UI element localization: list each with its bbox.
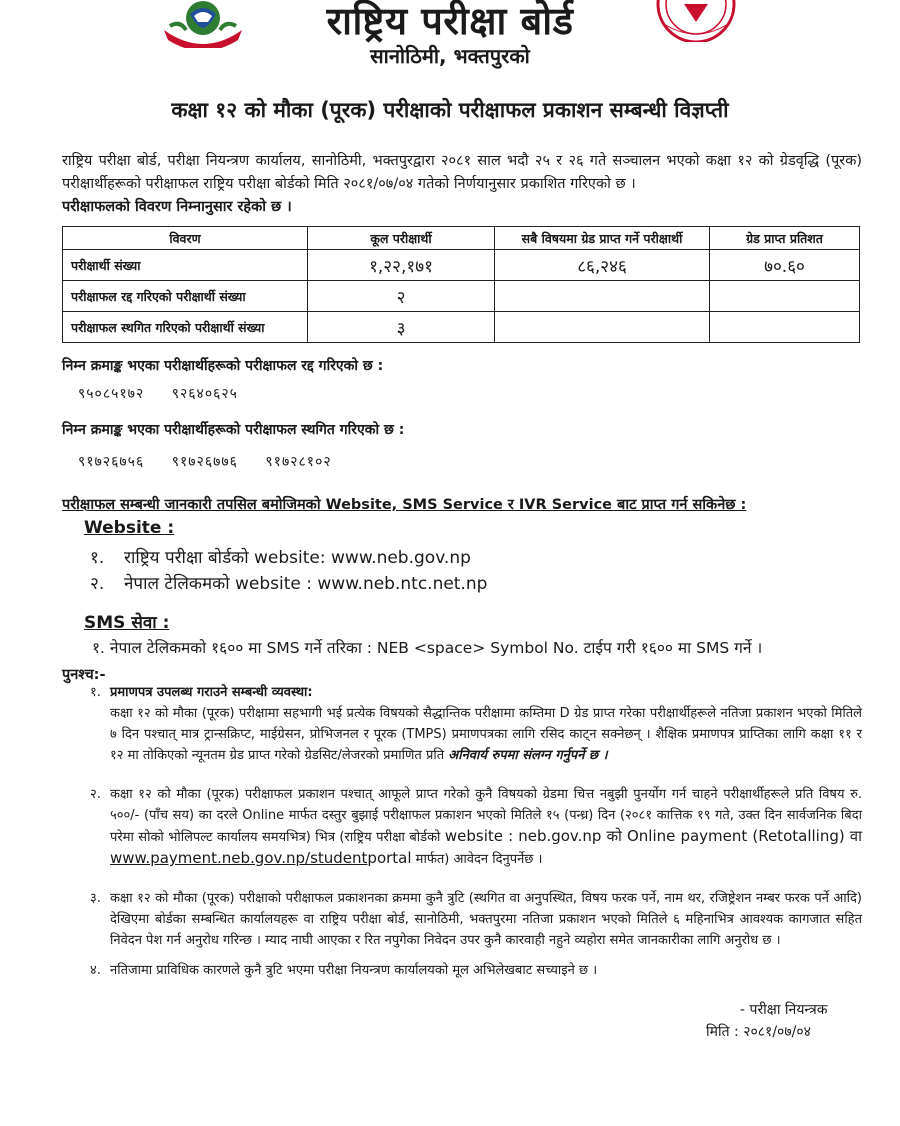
note-text: कक्षा १२ को मौका (पूरक) परीक्षाफल प्रकाशन पश्चात् आफूले प्राप्त गरेको कुनै विषयको ग्रेडमा चित्त नबुझी पुनर्योग गर्न चाहने परीक्षार्थीहरूले प्रति विषय रु. ५००/- (पाँच सय) का दरले Online मार्फत दस्तुर बुझाई परीक्षाफल प्रकाशन भएको मितिले १५ (पन्ध्र) दिन (२०८१ कात्तिक १९ गते, उक्त दिन सार्वजनिक बिदा परेमा सोको भोलिपल्ट कार्यालय समयभित्र) भित्र (राष्ट्रिय परीक्षा बोर्डको	[110, 787, 862, 845]
cancelled-heading: निम्न क्रमाङ्क भएका परीक्षार्थीहरूको परीक्षाफल रद्द गरिएको छ :	[62, 358, 384, 374]
note-tail: मार्फत) आवेदन दिनुपर्नेछ ।	[415, 852, 543, 867]
notice-date: मिति : २०८१/०७/०४	[706, 1024, 811, 1040]
intro-strong-text: परीक्षाफलको विवरण निम्नानुसार रहेको छ ।	[62, 199, 292, 215]
website-item	[90, 571, 487, 594]
signer-title: - परीक्षा नियन्त्रक	[740, 1002, 828, 1018]
note-number: १.	[90, 685, 101, 700]
table-cell: परीक्षाफल रद्द गरिएको परीक्षार्थी संख्या	[63, 281, 308, 312]
cancelled-symbols	[78, 384, 260, 403]
table-row	[63, 312, 860, 343]
note-web-text: website : neb.gov.np को Online payment (Retotalling) वा	[444, 827, 863, 845]
table-cell	[495, 281, 710, 312]
payment-portal-link[interactable]: www.payment.neb.gov.np/student	[110, 849, 368, 867]
table-cell	[710, 312, 860, 343]
intro-text: राष्ट्रिय परीक्षा बोर्ड, परीक्षा नियन्त्रण कार्यालय, सानोठिमी, भक्तपुरद्वारा २०८१ साल भदौ २५ र २६ गते सञ्चालन भएको कक्षा १२ को ग्रेडवृद्धि (पूरक) परीक्षार्थीहरूको परीक्षाफल राष्ट्रिय परीक्षा बोर्डको मिति २०८१/०७/०४ गतेको निर्णयानुसार प्रकाशित गरिएको छ ।	[62, 153, 862, 192]
symbol-number: ९१७२६७७६	[171, 454, 238, 470]
website-text: नेपाल टेलिकमको website : www.neb.ntc.net.np	[124, 574, 488, 594]
note-number: ३.	[90, 891, 101, 906]
postscript-note-2	[92, 784, 862, 870]
sms-label: SMS सेवा :	[84, 613, 170, 633]
note-text: नतिजामा प्राविधिक कारणले कुनै त्रुटि भएमा परीक्षा नियन्त्रण कार्यालयको मूल अभिलेखबाट सच्याइने छ ।	[110, 963, 598, 978]
organization-location: सानोठिमी, भक्तपुरको	[370, 44, 530, 68]
info-heading: परीक्षाफल सम्बन्धी जानकारी तपसिल बमोजिमको Website, SMS Service र IVR Service बाट प्राप्त गर्न सकिनेछ :	[62, 497, 747, 513]
table-row	[63, 281, 860, 312]
results-table	[62, 226, 860, 343]
note-number: ४.	[90, 963, 101, 978]
website-item	[90, 545, 471, 568]
table-cell	[495, 312, 710, 343]
table-cell: ८६,२४६	[495, 250, 710, 281]
table-cell: ७०.६०	[710, 250, 860, 281]
note-text: कक्षा १२ को मौका (पूरक) परीक्षामा सहभागी भई प्रत्येक विषयको सैद्धान्तिक परीक्षामा कम्तिमा D ग्रेड प्राप्त गरेका परीक्षार्थीहरूले नतिजा प्रकाशन भएको मितिले ७ दिन पश्चात् मात्र ट्रान्सक्रिप्ट, माईग्रेसन, प्रोभिजनल र पूरक (TMPS) प्रमाणपत्रका लागि रसिद काट्न सक्नेछन् । शैक्षिक प्रमाणपत्र प्राप्तिका लागि कक्षा ११ र १२ मा तोकिएको न्यूनतम ग्रेड प्राप्त गरेको ग्रेडसिट/लेजरको प्रमाणित प्रति	[110, 706, 862, 763]
table-header-cell: विवरण	[63, 227, 308, 250]
symbol-number: ९१७२६७५६	[78, 454, 145, 470]
withheld-symbols	[78, 452, 354, 471]
note-number: २.	[90, 787, 101, 802]
table-row	[63, 250, 860, 281]
organization-name: राष्ट्रिय परीक्षा बोर्ड	[326, 0, 574, 43]
table-cell: परीक्षाफल स्थगित गरिएको परीक्षार्थी संख्या	[63, 312, 308, 343]
note-heading: प्रमाणपत्र उपलब्ध गराउने सम्बन्धी व्यवस्था:	[110, 685, 313, 700]
website-text: राष्ट्रिय परीक्षा बोर्डको website: www.neb.gov.np	[124, 548, 471, 568]
link-tail: portal	[367, 849, 412, 867]
list-number: १.	[90, 548, 105, 568]
table-cell: १,२२,१७१	[308, 250, 495, 281]
note-text: कक्षा १२ को मौका (पूरक) परीक्षाको परीक्षाफल प्रकाशनका क्रममा कुनै त्रुटि (स्थगित वा अनुपस्थित, विषय फरक पर्ने, नाम थर, रजिष्ट्रेशन नम्बर फरक पर्ने आदि) देखिएमा बोर्डका सम्बन्धित कार्यालयहरू वा राष्ट्रिय परीक्षा बोर्ड, सानोठिमी, भक्तपुरमा नतिजा प्रकाशन भएको मितिले ६ महिनाभित्र आवश्यक कागजात सहित निवेदन पेश गर्न अनुरोध गरिन्छ । म्याद नाघी आएका र रित नपुगेका निवेदन उपर कुनै कारवाही नहुने व्यहोरा समेत जानकारीका लागि अनुरोध छ ।	[110, 891, 862, 948]
table-header-row	[63, 227, 860, 250]
withheld-heading: निम्न क्रमाङ्क भएका परीक्षार्थीहरूको परीक्षाफल स्थगित गरिएको छ :	[62, 422, 405, 438]
website-label: Website :	[84, 518, 175, 538]
postscript-label: पुनश्च:-	[62, 667, 106, 683]
symbol-number: ९२६४०६२५	[171, 386, 238, 402]
table-header-cell: ग्रेड प्राप्त प्रतिशत	[710, 227, 860, 250]
table-cell: ३	[308, 312, 495, 343]
notice-title: कक्षा १२ को मौका (पूरक) परीक्षाको परीक्षाफल प्रकाशन सम्बन्धी विज्ञप्ती	[171, 98, 729, 122]
postscript-note-1	[92, 682, 862, 766]
note-emphasis: अनिवार्य रुपमा संलग्न गर्नुपर्ने छ ।	[448, 748, 608, 763]
table-cell: २	[308, 281, 495, 312]
table-cell: परीक्षार्थी संख्या	[63, 250, 308, 281]
table-header-cell: कूल परीक्षार्थी	[308, 227, 495, 250]
postscript-note-4	[92, 960, 862, 981]
table-header-cell: सबै विषयमा ग्रेड प्राप्त गर्ने परीक्षार्थी	[495, 227, 710, 250]
postscript-note-3	[92, 888, 862, 951]
intro-paragraph	[62, 150, 862, 219]
sms-instruction: १. नेपाल टेलिकमको १६०० मा SMS गर्ने तरिका : NEB <space> Symbol No. टाईप गरी १६०० मा SMS गर्ने ।	[92, 639, 763, 657]
list-number: २.	[90, 574, 105, 594]
symbol-number: ९१७२८१०२	[265, 454, 332, 470]
symbol-number: ९५०८५१७२	[78, 386, 145, 402]
table-cell	[710, 281, 860, 312]
